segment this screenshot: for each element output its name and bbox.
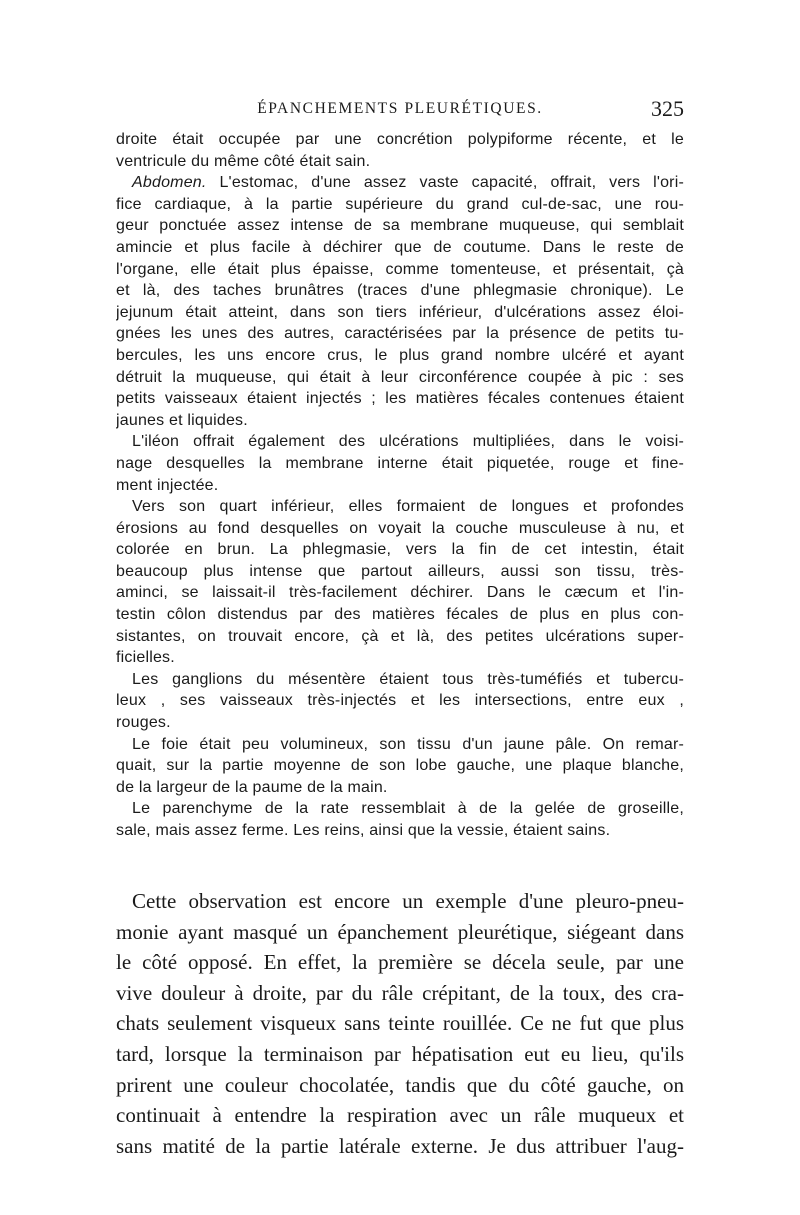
text-line: testin côlon distendus par des matières fécales de plus en plus con- [116,606,684,624]
text-line: et là, des taches brunâtres (traces d'une phlegmasie chronique). Le [116,282,684,300]
text-line: leux , ses vaisseaux très-injectés et les intersections, entre eux , [116,692,684,710]
text-line: amincie et plus facile à déchirer que de coutume. Dans le reste de [116,238,684,256]
text-line: érosions au fond desquelles on voyait la couche musculeuse à nu, et [116,519,684,537]
text-line: geur ponctuée assez intense de sa membrane muqueuse, qui semblait [116,217,684,235]
abdomen-text: L'estomac, d'une assez vaste capacité, offrait, vers l'ori- [206,174,684,192]
text-line: tard, lorsque la terminaison par hépatisation eut eu lieu, qu'ils [116,1041,684,1066]
text-line: chats seulement visqueux sans teinte rouillée. Ce ne fut que plus [116,1011,684,1036]
text-line: vive douleur à droite, par du râle crépitant, de la toux, des cra- [116,980,684,1005]
text-line: nage desquelles la membrane interne était piquetée, rouge et fine- [116,454,684,472]
text-line: ment injectée. [116,476,219,494]
text-line: monie ayant masqué un épanchement pleurétique, siégeant dans [116,919,684,944]
text-line: petits vaisseaux étaient injectés ; les matières fécales contenues étaient [116,390,684,408]
autopsy-notes [116,129,684,842]
text-line: jaunes et liquides. [116,411,248,429]
text-line-abdomen [116,172,684,194]
text-line: quait, sur la partie moyenne de son lobe gauche, une plaque blanche, [116,757,684,775]
text-line: gnées les unes des autres, caractérisées par la présence de petits tu- [116,325,684,343]
text-line: de la largeur de la paume de la main. [116,778,388,796]
text-line: rouges. [116,714,171,732]
text-line: Les ganglions du mésentère étaient tous très-tuméfiés et tubercu- [132,670,684,688]
text-line: beaucoup plus intense que partout ailleurs, aussi son tissu, très- [116,562,684,580]
text-line: détruit la muqueuse, qui était à leur circonférence coupée à pic : ses [116,368,684,386]
text-line: continuait à entendre la respiration avec un râle muqueux et [116,1103,684,1128]
text-line: sistantes, on trouvait encore, çà et là, des petites ulcérations super- [116,627,684,645]
text-line: sans matité de la partie latérale externe. Je dus attribuer l'aug- [116,1133,684,1158]
text-line: sale, mais assez ferme. Les reins, ainsi que la vessie, étaient sains. [116,822,611,839]
text-line: jejunum était atteint, dans son tiers inférieur, d'ulcérations assez éloi- [116,303,684,321]
text-line: ficielles. [116,649,175,667]
page-header [116,96,684,126]
commentary-paragraph [116,886,684,1161]
text-line: Vers son quart inférieur, elles formaient de longues et profondes [132,498,684,516]
text-line: Cette observation est encore un exemple d'une pleuro-pneu- [132,889,684,913]
text-line: l'organe, elle était plus épaisse, comme tomenteuse, et présentait, çà [116,260,684,278]
text-line: colorée en brun. La phlegmasie, vers la fin de cet intestin, était [116,541,684,559]
text-line: aminci, se laissait-il très-facilement déchirer. Dans le cæcum et l'in- [116,584,684,602]
text-line: ventricule du même côté était sain. [116,152,371,170]
abdomen-heading: Abdomen. [132,174,207,192]
text-line: Le parenchyme de la rate ressemblait à de la gelée de groseille, [132,800,684,818]
text-line: bercules, les uns encore crus, le plus grand nombre ulcéré et ayant [116,346,684,364]
text-line: fice cardiaque, à la partie supérieure du grand cul-de-sac, une rou- [116,195,684,213]
text-line: prirent une couleur chocolatée, tandis que du côté gauche, on [116,1072,684,1097]
text-line: L'iléon offrait également des ulcérations multipliées, dans le voisi- [132,433,684,451]
text-line: droite était occupée par une concrétion polypiforme récente, et le [116,131,684,148]
text-line: Le foie était peu volumineux, son tissu d'un jaune pâle. On remar- [132,735,684,753]
running-title: ÉPANCHEMENTS PLEURÉTIQUES. [257,100,543,117]
page-number: 325 [651,96,684,121]
text-line: le côté opposé. En effet, la première se décela seule, par une [116,950,684,975]
